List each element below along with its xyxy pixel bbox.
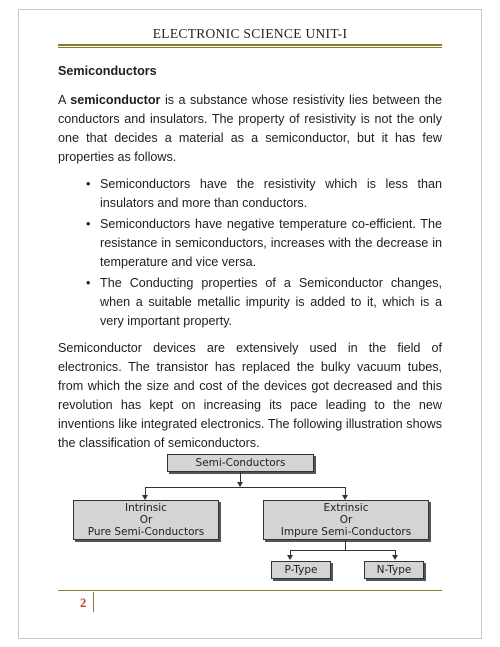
box-ntype <box>364 561 424 579</box>
box-intrinsic <box>73 500 219 540</box>
footer-rule <box>58 590 442 591</box>
header-rule-thin <box>58 47 442 48</box>
footer-separator <box>93 592 94 612</box>
arrow-icon <box>392 555 398 560</box>
header-rule <box>58 44 442 46</box>
section-heading: Semiconductors <box>58 64 157 78</box>
box-ptype <box>271 561 331 579</box>
extrinsic-line1: Extrinsic <box>323 502 369 514</box>
intrinsic-line1: Intrinsic <box>125 502 167 514</box>
list-item-text: Semiconductors have negative temperature co-efficient. The resistance in semiconductors, increases with the decrease in temperature and vice versa. <box>100 217 442 269</box>
arrow-icon <box>287 555 293 560</box>
box-semiconductors-label: Semi-Conductors <box>195 457 286 469</box>
list-item <box>86 175 442 213</box>
connector <box>145 487 346 488</box>
classification-diagram <box>0 450 500 585</box>
connector <box>290 550 395 551</box>
bullet-icon: • <box>86 276 91 290</box>
list-item-text: The Conducting properties of a Semiconductor changes, when a suitable metallic impurity is added to it, which is a very important property. <box>100 276 442 328</box>
intro-prefix: A <box>58 93 71 107</box>
main-content <box>58 62 442 453</box>
ntype-label: N-Type <box>376 564 412 576</box>
list-item <box>86 274 442 331</box>
intro-rest: is a substance whose resistivity lies between the conductors and insulators. The property of resistivity is not the only one that decides a material as a semiconductor, but it has few properties as follows. <box>58 93 442 164</box>
body-paragraph: Semiconductor devices are extensively used in the field of electronics. The transistor has replaced the bulky vacuum tubes, from which the size and cost of the devices got decreased and this revolution has kept on increasing its pace leading to the new inventions like integrated electronics. The following illustration shows the classification of semiconductors. <box>58 341 442 450</box>
intrinsic-line3: Pure Semi-Conductors <box>87 526 205 538</box>
list-item <box>86 215 442 272</box>
list-item-text: Semiconductors have the resistivity which is less than insulators and more than conductors. <box>100 177 442 210</box>
extrinsic-line3: Impure Semi-Conductors <box>280 526 412 538</box>
bullet-icon: • <box>86 217 91 231</box>
property-list <box>58 175 442 331</box>
page-header: ELECTRONIC SCIENCE UNIT-I <box>152 26 348 41</box>
box-extrinsic <box>263 500 429 540</box>
box-semiconductors <box>167 454 314 472</box>
intro-bold-term: semiconductor <box>70 93 161 107</box>
ptype-label: P-Type <box>284 564 318 576</box>
extrinsic-line2: Or <box>339 514 353 526</box>
bullet-icon: • <box>86 177 91 191</box>
intro-paragraph <box>58 91 442 167</box>
intrinsic-line2: Or <box>139 514 153 526</box>
page-number: 2 <box>80 596 87 610</box>
connector <box>345 540 346 550</box>
